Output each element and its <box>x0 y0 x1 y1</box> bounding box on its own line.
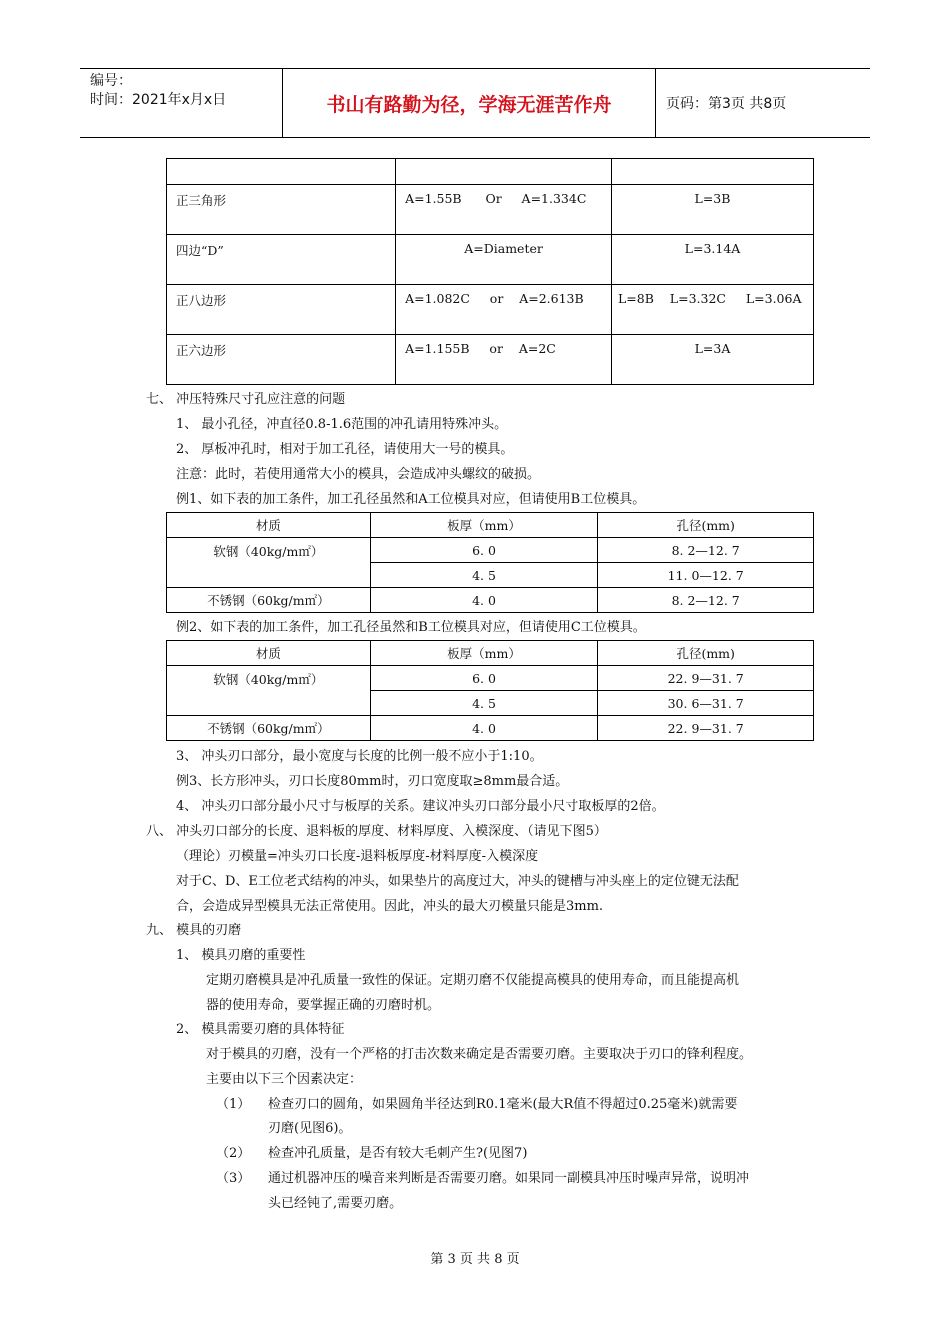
table-header-row <box>167 513 814 538</box>
table-row <box>167 235 814 285</box>
table-row <box>167 285 814 335</box>
shape-length: L=3A <box>612 335 814 385</box>
factor-3-line-2: 头已经钝了,需要刃磨。 <box>268 1196 403 1211</box>
shape-name: 正六边形 <box>167 335 396 385</box>
page-footer: 第 3 页 共 8 页 <box>430 1252 520 1267</box>
document-date: 时间：2021年x月x日 <box>90 92 227 108</box>
section-9-title: 九、 模具的刃磨 <box>146 923 242 938</box>
material-stainless: 不锈钢（60kg/m㎡） <box>167 716 371 741</box>
factor-2-number: （2） <box>216 1146 251 1161</box>
column-header: 材质 <box>167 641 371 666</box>
material-mild-steel: 软钢（40kg/m㎡） <box>167 538 371 588</box>
section-9-sub-2-title: 2、 模具需要刃磨的具体特征 <box>176 1022 345 1037</box>
header-left <box>80 69 283 137</box>
section-7-item-3: 3、 冲头刃口部分，最小宽度与长度的比例一般不应小于1:10。 <box>176 749 543 764</box>
section-7-item-2: 2、 厚板冲孔时，相对于加工孔径，请使用大一号的模具。 <box>176 442 514 457</box>
factor-3-number: （3） <box>216 1171 251 1186</box>
shape-name: 正三角形 <box>167 185 396 235</box>
hole-cell: 22. 9—31. 7 <box>598 666 814 691</box>
section-9-sub-2-line-1: 对于模具的刃磨，没有一个严格的打击次数来确定是否需要刃磨。主要取决于刃口的锋利程度。 <box>206 1047 753 1062</box>
hole-cell: 8. 2—12. 7 <box>598 538 814 563</box>
column-header: 板厚（mm） <box>370 641 598 666</box>
shape-length: L=3B <box>612 185 814 235</box>
section-7-example-3: 例3、长方形冲头，刃口长度80mm时，刃口宽度取≥8mm最合适。 <box>176 774 569 789</box>
table-row <box>167 716 814 741</box>
section-9-sub-2-line-2: 主要由以下三个因素决定： <box>206 1072 363 1087</box>
material-mild-steel: 软钢（40kg/m㎡） <box>167 666 371 716</box>
factor-2-line-1: 检查冲孔质量，是否有较大毛刺产生?(见图7) <box>268 1146 528 1161</box>
section-9-sub-1-line-2: 器的使用寿命，要掌握正确的刃磨时机。 <box>206 998 441 1013</box>
table-row <box>167 159 814 185</box>
section-8-paragraph-line-2: 合，会造成异型模具无法正常使用。因此，冲头的最大刃模量只能是3mm. <box>176 899 604 914</box>
table-row <box>167 538 814 563</box>
hole-cell: 11. 0—12. 7 <box>598 563 814 588</box>
shape-formula-table <box>166 158 814 385</box>
section-7-example-1: 例1、如下表的加工条件，加工孔径虽然和A工位模具对应，但请使用B工位模具。 <box>176 492 646 507</box>
example-1-table <box>166 512 814 613</box>
section-7-item-1: 1、 最小孔径，冲直径0.8-1.6范围的冲孔请用特殊冲头。 <box>176 417 508 432</box>
factor-3-line-1: 通过机器冲压的噪音来判断是否需要刃磨。如果同一副模具冲压时噪声异常，说明冲 <box>268 1171 750 1186</box>
header-page-info: 页码：第3页 共8页 <box>666 96 787 112</box>
column-header: 孔径(mm) <box>598 641 814 666</box>
thickness-cell: 6. 0 <box>370 666 598 691</box>
table-row <box>167 185 814 235</box>
shape-name: 正八边形 <box>167 285 396 335</box>
thickness-cell: 6. 0 <box>370 538 598 563</box>
section-8-paragraph-line-1: 对于C、D、E工位老式结构的冲头，如果垫片的高度过大，冲头的键槽与冲头座上的定位键无法配 <box>176 874 739 889</box>
material-stainless: 不锈钢（60kg/m㎡） <box>167 588 371 613</box>
factor-1-line-1: 检查刃口的圆角，如果圆角半径达到R0.1毫米(最大R值不得超过0.25毫米)就需要 <box>268 1097 738 1112</box>
thickness-cell: 4. 0 <box>370 588 598 613</box>
example-2-table <box>166 640 814 741</box>
section-8-title: 八、 冲头刃口部分的长度、退料板的厚度、材料厚度、入模深度、（请见下图5） <box>146 824 607 839</box>
section-7-example-2: 例2、如下表的加工条件，加工孔径虽然和B工位模具对应，但请使用C工位模具。 <box>176 620 646 635</box>
shape-name: 四边“D” <box>167 235 396 285</box>
shape-length: L=3.14A <box>612 235 814 285</box>
table-row <box>167 335 814 385</box>
table-cell <box>167 159 396 185</box>
shape-length: L=8B L=3.32C L=3.06A <box>612 285 814 335</box>
factor-1-number: （1） <box>216 1097 251 1112</box>
section-7-note: 注意：此时，若使用通常大小的模具，会造成冲头螺纹的破损。 <box>176 467 541 482</box>
section-8-formula: （理论）刃模量=冲头刃口长度-退料板厚度-材料厚度-入模深度 <box>176 849 539 864</box>
section-9-sub-1-title: 1、 模具刃磨的重要性 <box>176 948 306 963</box>
shape-formula: A=Diameter <box>396 235 612 285</box>
section-7-item-4: 4、 冲头刃口部分最小尺寸与板厚的关系。建议冲头刃口部分最小尺寸取板厚的2倍。 <box>176 799 665 814</box>
factor-1-line-2: 刃磨(见图6)。 <box>268 1121 352 1136</box>
shape-formula: A=1.082C or A=2.613B <box>396 285 612 335</box>
page-header <box>80 68 870 138</box>
shape-formula: A=1.155B or A=2C <box>396 335 612 385</box>
column-header: 材质 <box>167 513 371 538</box>
column-header: 孔径(mm) <box>598 513 814 538</box>
section-7-title: 七、 冲压特殊尺寸孔应注意的问题 <box>146 392 346 407</box>
table-row <box>167 666 814 691</box>
document-number-label: 编号： <box>90 73 132 89</box>
header-motto: 书山有路勤为径，学海无涯苦作舟 <box>283 69 656 137</box>
thickness-cell: 4. 5 <box>370 563 598 588</box>
hole-cell: 30. 6—31. 7 <box>598 691 814 716</box>
section-9-sub-1-line-1: 定期刃磨模具是冲孔质量一致性的保证。定期刃磨不仅能提高模具的使用寿命，而且能提高机 <box>206 973 740 988</box>
hole-cell: 8. 2—12. 7 <box>598 588 814 613</box>
table-cell <box>396 159 612 185</box>
column-header: 板厚（mm） <box>370 513 598 538</box>
table-row <box>167 588 814 613</box>
table-header-row <box>167 641 814 666</box>
hole-cell: 22. 9—31. 7 <box>598 716 814 741</box>
table-cell <box>612 159 814 185</box>
thickness-cell: 4. 5 <box>370 691 598 716</box>
thickness-cell: 4. 0 <box>370 716 598 741</box>
shape-formula: A=1.55B Or A=1.334C <box>396 185 612 235</box>
